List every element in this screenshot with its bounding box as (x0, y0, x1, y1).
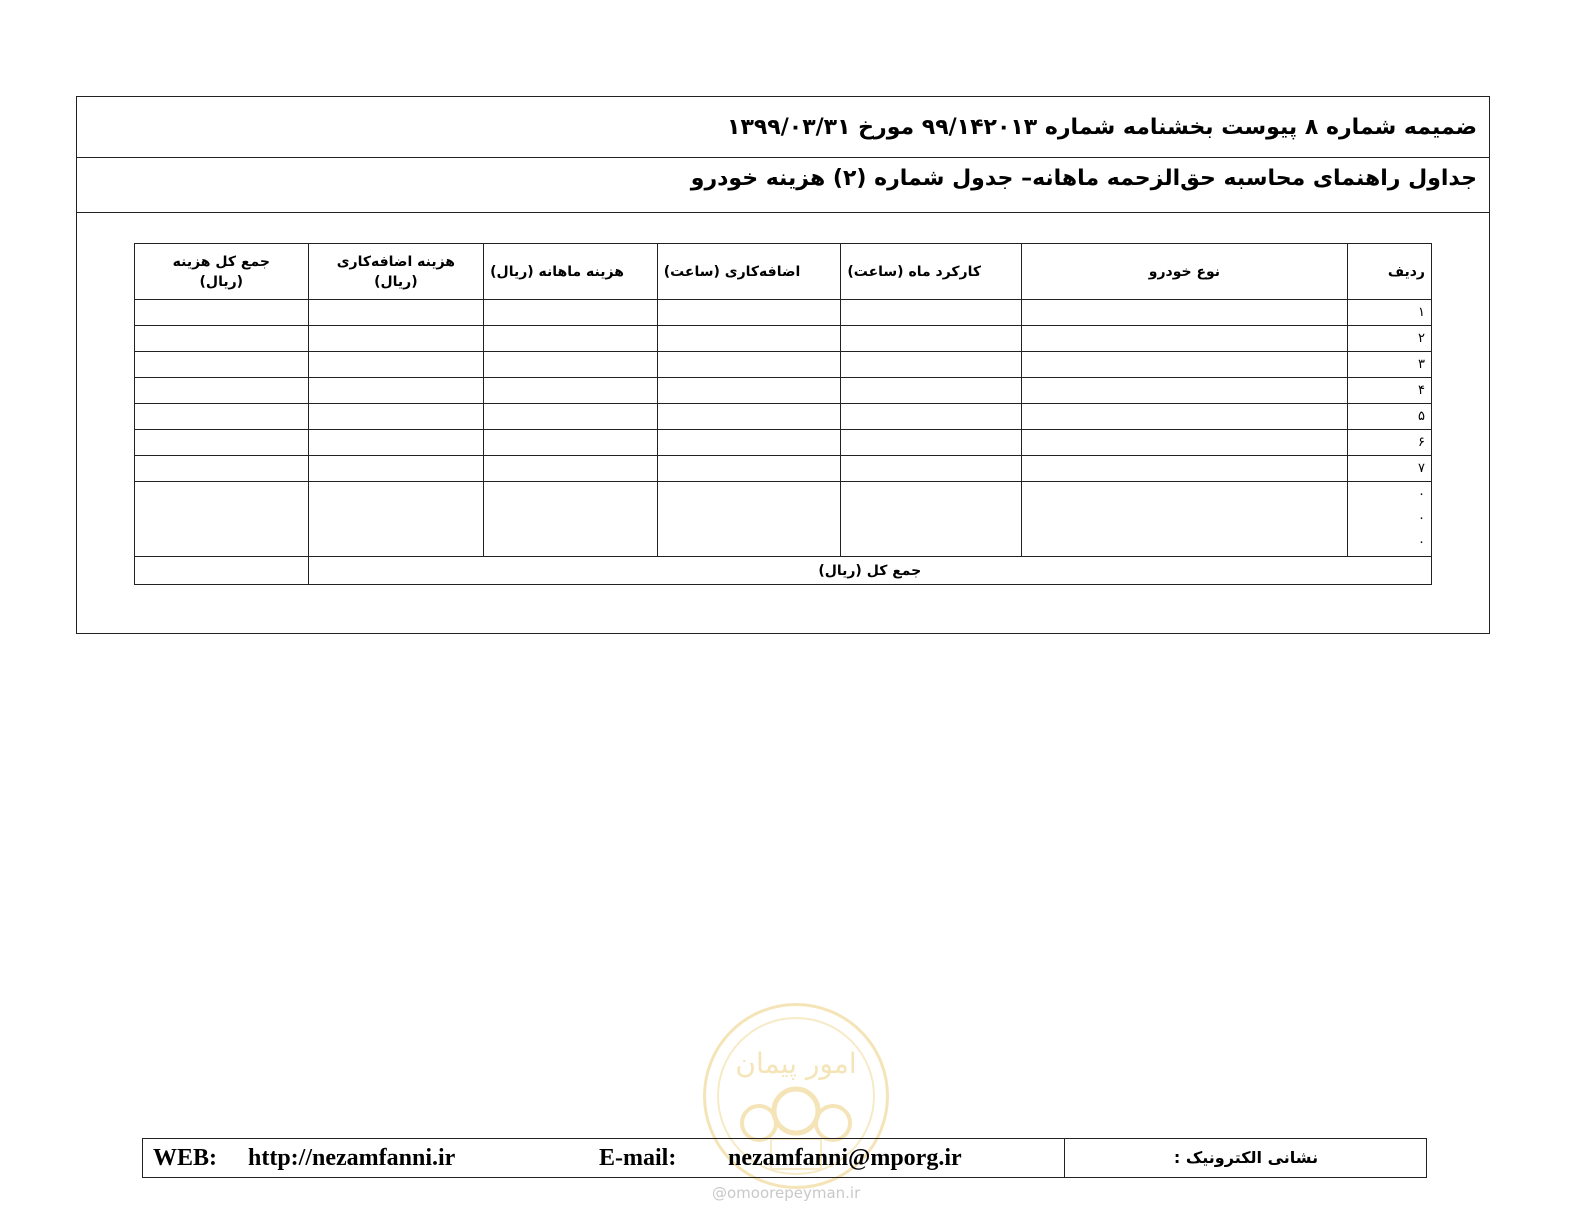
cell-total-cost[interactable] (135, 482, 309, 557)
cell-vehicle-type[interactable] (1022, 352, 1348, 378)
cell-overtime[interactable] (657, 456, 841, 482)
dot: ۰ (1418, 511, 1425, 526)
row-number: ۴ (1347, 378, 1431, 404)
cell-overtime[interactable] (657, 404, 841, 430)
cell-overtime[interactable] (657, 352, 841, 378)
col-header-monthly-usage: کارکرد ماه (ساعت) (841, 244, 1022, 300)
address-label: نشانی الکترونیک : (1173, 1148, 1319, 1167)
col-header-overtime-cost-line1: هزینه اضافه‌کاری (336, 253, 456, 270)
cell-monthly-usage[interactable] (841, 300, 1022, 326)
cell-vehicle-type[interactable] (1022, 378, 1348, 404)
email-link[interactable]: nezamfanni@mporg.ir (728, 1145, 962, 1171)
col-header-total-cost-line2: (ریال) (199, 273, 244, 290)
table-header-row (135, 244, 1432, 300)
table-row (135, 352, 1432, 378)
col-header-overtime-cost (308, 244, 484, 300)
continuation-row (135, 482, 1432, 557)
table-row (135, 456, 1432, 482)
cell-vehicle-type[interactable] (1022, 482, 1348, 557)
cell-overtime-cost[interactable] (308, 456, 484, 482)
col-header-row-no: ردیف (1347, 244, 1431, 300)
cell-vehicle-type[interactable] (1022, 430, 1348, 456)
cell-monthly-usage[interactable] (841, 456, 1022, 482)
cell-monthly-usage[interactable] (841, 352, 1022, 378)
row-number: ۱ (1347, 300, 1431, 326)
total-row (135, 557, 1432, 585)
watermark-name: امور پیمان (735, 1047, 857, 1080)
footer-bar (142, 1138, 1427, 1178)
col-header-total-cost (135, 244, 309, 300)
document-title: ضمیمه شماره ۸ پیوست بخشنامه شماره ۹۹/۱۴۲۰۱۳ مورخ ۱۳۹۹/۰۳/۳۱ (77, 97, 1489, 158)
col-header-vehicle-type: نوع خودرو (1022, 244, 1348, 300)
table-row (135, 404, 1432, 430)
cell-overtime[interactable] (657, 300, 841, 326)
web-label: WEB: (153, 1145, 218, 1171)
cell-vehicle-type[interactable] (1022, 326, 1348, 352)
cell-overtime[interactable] (657, 482, 841, 557)
cell-overtime[interactable] (657, 326, 841, 352)
cell-monthly-usage[interactable] (841, 482, 1022, 557)
cell-monthly-cost[interactable] (484, 300, 658, 326)
cell-monthly-usage[interactable] (841, 404, 1022, 430)
cell-overtime-cost[interactable] (308, 378, 484, 404)
row-number: ۷ (1347, 456, 1431, 482)
table-title: جداول راهنمای محاسبه حق‌الزحمه ماهانه– جدول شماره (۲) هزینه خودرو (77, 158, 1489, 213)
table-row (135, 430, 1432, 456)
table-row (135, 326, 1432, 352)
row-number: ۳ (1347, 352, 1431, 378)
document-frame (76, 96, 1490, 634)
watermark-handle: @omoorepeyman.ir (712, 1184, 861, 1202)
cell-vehicle-type[interactable] (1022, 404, 1348, 430)
cell-monthly-usage[interactable] (841, 326, 1022, 352)
col-header-overtime: اضافه‌کاری (ساعت) (657, 244, 841, 300)
row-number: ۲ (1347, 326, 1431, 352)
cell-overtime[interactable] (657, 378, 841, 404)
cell-total-cost[interactable] (135, 352, 309, 378)
cell-total-cost[interactable] (135, 300, 309, 326)
cell-total-cost[interactable] (135, 404, 309, 430)
cell-monthly-cost[interactable] (484, 456, 658, 482)
row-number: ۵ (1347, 404, 1431, 430)
vehicle-cost-table (134, 243, 1432, 585)
cell-overtime-cost[interactable] (308, 300, 484, 326)
cell-monthly-cost[interactable] (484, 326, 658, 352)
cell-overtime[interactable] (657, 430, 841, 456)
table-row (135, 300, 1432, 326)
cell-grand-total[interactable] (135, 557, 309, 585)
dot: ۰ (1418, 487, 1425, 502)
cell-monthly-cost[interactable] (484, 404, 658, 430)
cell-monthly-cost[interactable] (484, 378, 658, 404)
cell-total-cost[interactable] (135, 456, 309, 482)
email-label: E-mail: (599, 1145, 677, 1171)
col-header-monthly-cost: هزینه ماهانه (ریال) (484, 244, 658, 300)
cell-overtime-cost[interactable] (308, 326, 484, 352)
table-row (135, 378, 1432, 404)
dot: ۰ (1418, 535, 1425, 550)
cell-total-cost[interactable] (135, 430, 309, 456)
cell-monthly-cost[interactable] (484, 352, 658, 378)
cell-total-cost[interactable] (135, 378, 309, 404)
cell-vehicle-type[interactable] (1022, 300, 1348, 326)
col-header-total-cost-line1: جمع کل هزینه (172, 253, 270, 270)
cell-overtime-cost[interactable] (308, 482, 484, 557)
cell-vehicle-type[interactable] (1022, 456, 1348, 482)
cell-total-cost[interactable] (135, 326, 309, 352)
row-number: ۶ (1347, 430, 1431, 456)
total-label: جمع کل (ریال) (308, 557, 1431, 585)
continuation-dots (1347, 482, 1431, 557)
cell-monthly-cost[interactable] (484, 430, 658, 456)
cell-overtime-cost[interactable] (308, 404, 484, 430)
cell-monthly-usage[interactable] (841, 378, 1022, 404)
cell-monthly-usage[interactable] (841, 430, 1022, 456)
cell-overtime-cost[interactable] (308, 430, 484, 456)
cell-monthly-cost[interactable] (484, 482, 658, 557)
cell-overtime-cost[interactable] (308, 352, 484, 378)
web-link[interactable]: http://nezamfanni.ir (248, 1145, 456, 1171)
col-header-overtime-cost-line2: (ریال) (374, 273, 418, 290)
